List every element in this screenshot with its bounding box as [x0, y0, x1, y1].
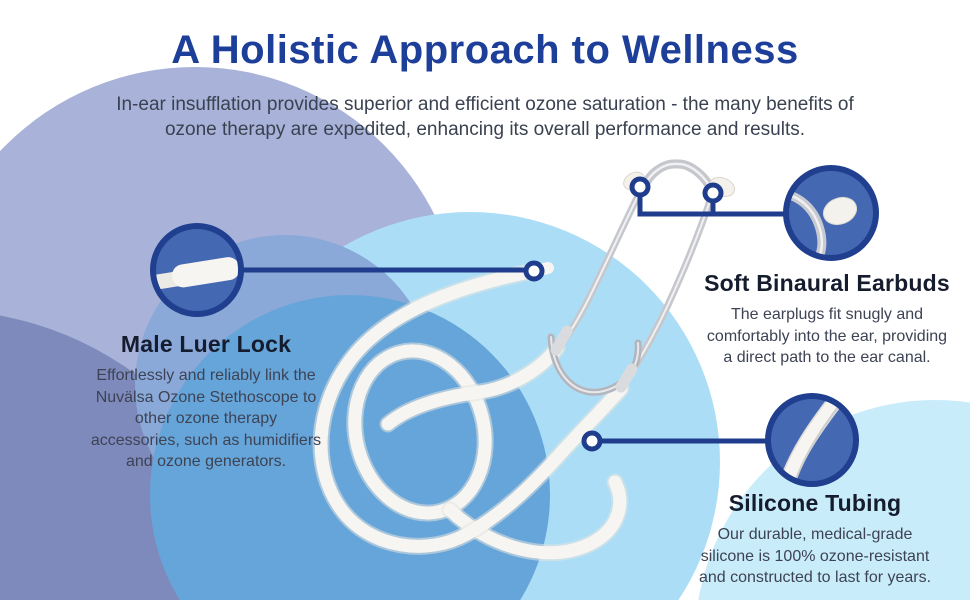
tubing-anchor-ring-icon [584, 433, 600, 449]
earbud-magnifier-icon [783, 168, 876, 259]
callout-tubing-line: and constructed to last for years. [698, 569, 932, 586]
callout-luer-line: Effortlessly and reliably link the [96, 367, 316, 384]
callout-luer-line: Nuvälsa Ozone Stethoscope to [95, 388, 317, 406]
callout-luer-line: other ozone therapy [134, 410, 278, 427]
callout-tubing-line: Our durable, medical-grade [717, 526, 913, 543]
luer-anchor-ring-icon [526, 263, 542, 279]
callout-luer-heading: Male Luer Lock [120, 331, 292, 357]
subtitle-line-2: ozone therapy are expedited, enhancing its overall performance and results. [164, 119, 806, 140]
callout-earbuds [662, 270, 970, 369]
callout-earbuds-heading: Soft Binaural Earbuds [704, 270, 950, 296]
callout-luer-line: and ozone generators. [125, 453, 287, 470]
left-earbud-anchor-ring-icon [632, 179, 648, 195]
callout-earbuds-line: a direct path to the ear canal. [723, 349, 931, 366]
callout-tubing-heading: Silicone Tubing [728, 490, 902, 516]
right-earbud-anchor-ring-icon [705, 185, 721, 201]
page-title: A Holistic Approach to Wellness [171, 28, 799, 72]
subtitle-line-1: In-ear insufflation provides superior and efficient ozone saturation - the many benefits of [116, 94, 854, 115]
callout-earbuds-line: comfortably into the ear, providing [706, 327, 948, 345]
callout-earbuds-line: The earplugs fit snugly and [730, 306, 924, 323]
luer-lock-magnifier-icon [149, 226, 241, 314]
callout-tubing-line: silicone is 100% ozone-resistant [700, 547, 930, 565]
silicone-tube-magnifier-icon [768, 396, 856, 484]
callout-luer-line: accessories, such as humidifiers [90, 431, 322, 449]
callout-luer [45, 331, 367, 473]
callout-tubing [650, 490, 970, 589]
subtitle [35, 92, 935, 142]
